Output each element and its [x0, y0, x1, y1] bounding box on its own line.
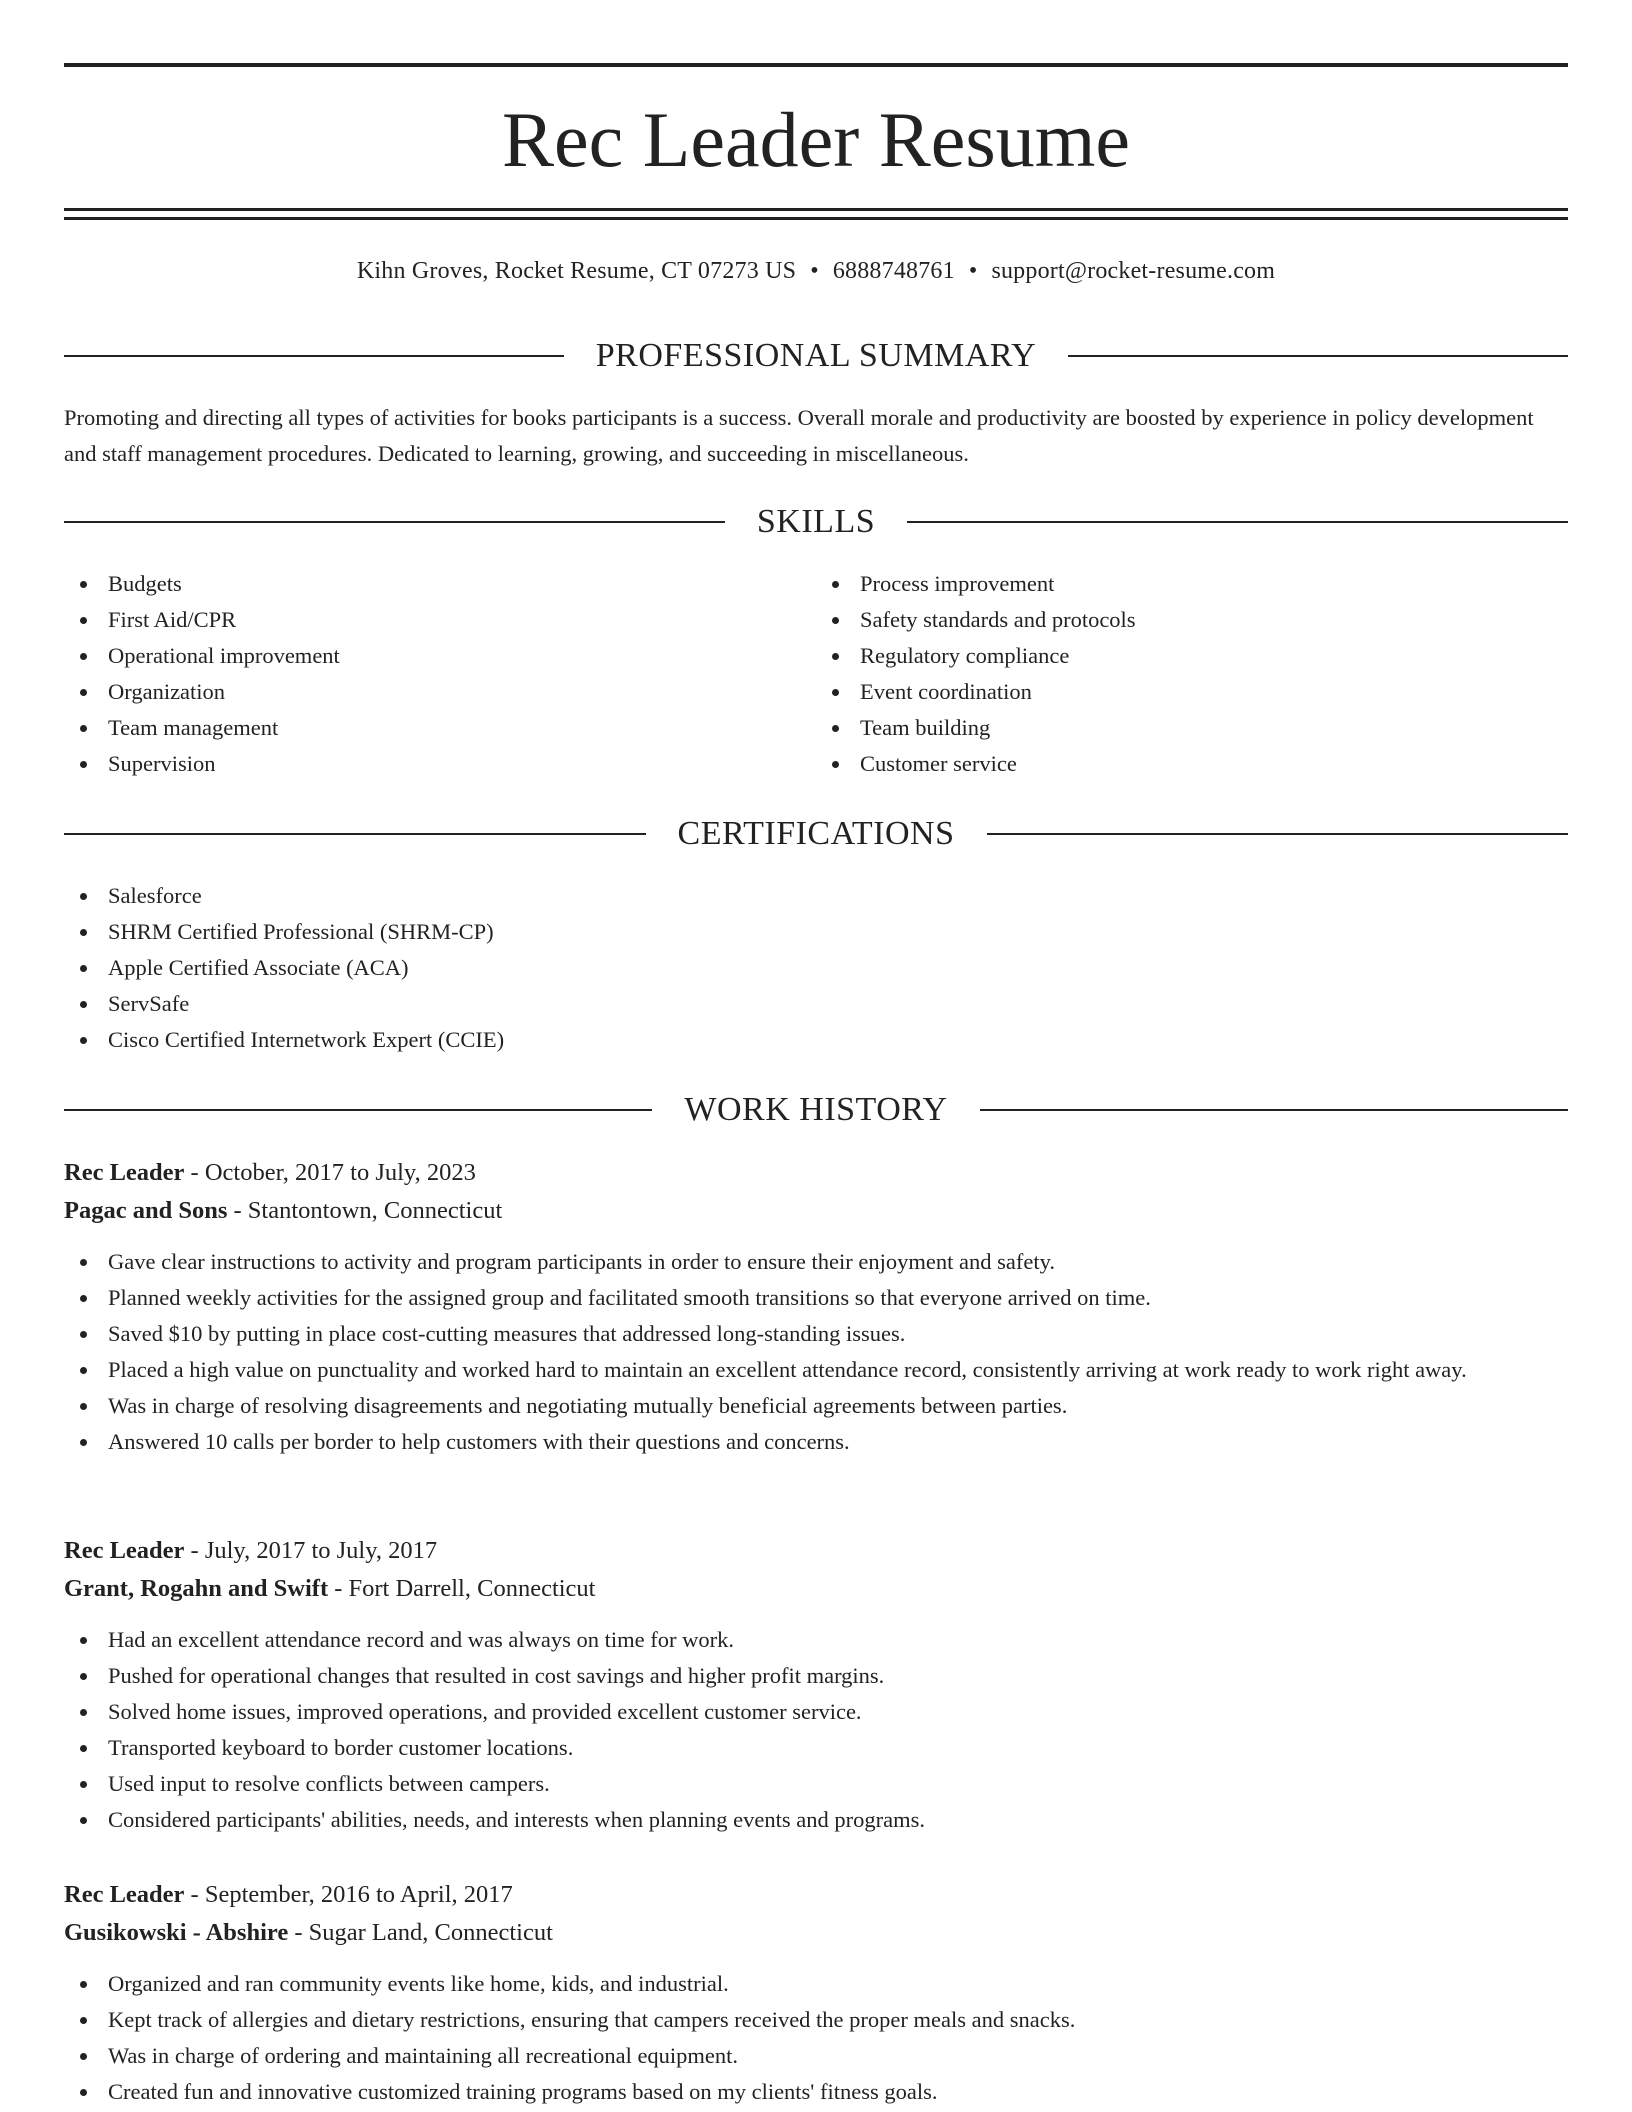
job-location: - Sugar Land, Connecticut	[288, 1919, 553, 1946]
skill-item: Event coordination	[816, 674, 1568, 710]
skill-item: Team building	[816, 710, 1568, 746]
resume-title: Rec Leader Resume	[501, 96, 1131, 183]
job-entry	[64, 1154, 1568, 1460]
section-title-skills: SKILLS	[756, 503, 876, 540]
title-double-rule	[64, 208, 1568, 220]
section-rule	[64, 833, 646, 835]
contact-phone: 6888748761	[832, 258, 955, 284]
job-location: - Stantontown, Connecticut	[227, 1197, 503, 1224]
section-rule	[64, 521, 725, 523]
contact-email: support@rocket-resume.com	[991, 258, 1276, 284]
job-company-line	[64, 1192, 1568, 1230]
job-duty: Pushed for operational changes that resulted in cost savings and higher profit margins.	[64, 1658, 1568, 1694]
contact-separator: •	[968, 258, 978, 284]
certification-item: Apple Certified Associate (ACA)	[64, 950, 1568, 986]
job-duty: Gave clear instructions to activity and program participants in order to ensure their enjoyment and safety.	[64, 1244, 1568, 1280]
section-rule	[64, 355, 564, 357]
job-duty: Created fun and innovative customized training programs based on my clients' fitness goals.	[64, 2074, 1568, 2110]
job-duty: Transported keyboard to border customer locations.	[64, 1730, 1568, 1766]
job-dates: - September, 2016 to April, 2017	[184, 1881, 513, 1908]
job-duties-list	[64, 1966, 1568, 2110]
certification-item: SHRM Certified Professional (SHRM-CP)	[64, 914, 1568, 950]
job-title-line	[64, 1876, 1568, 1914]
section-title-summary: PROFESSIONAL SUMMARY	[595, 337, 1037, 374]
skills-list-left	[64, 566, 816, 782]
skill-item: Regulatory compliance	[816, 638, 1568, 674]
job-entry	[64, 1876, 1568, 2110]
section-header-skills	[64, 500, 1568, 544]
skill-item: Team management	[64, 710, 816, 746]
certification-item: Salesforce	[64, 878, 1568, 914]
skills-columns	[64, 566, 1568, 782]
job-duty: Had an excellent attendance record and was always on time for work.	[64, 1622, 1568, 1658]
contact-address: Kihn Groves, Rocket Resume, CT 07273 US	[356, 258, 797, 284]
skill-item: Safety standards and protocols	[816, 602, 1568, 638]
section-header-work-history	[64, 1088, 1568, 1132]
job-dates: - October, 2017 to July, 2023	[184, 1159, 476, 1186]
section-rule	[987, 833, 1569, 835]
job-title: Rec Leader	[64, 1159, 185, 1186]
job-duty: Placed a high value on punctuality and worked hard to maintain an excellent attendance record, consistently arriving at work ready to work right away.	[64, 1352, 1568, 1388]
job-duty: Planned weekly activities for the assigned group and facilitated smooth transitions so that everyone arrived on time.	[64, 1280, 1568, 1316]
section-rule	[64, 1109, 652, 1111]
section-header-certifications	[64, 812, 1568, 856]
job-entry	[64, 1532, 1568, 1838]
job-duty: Kept track of allergies and dietary restrictions, ensuring that campers received the proper meals and snacks.	[64, 2002, 1568, 2038]
skill-item: Customer service	[816, 746, 1568, 782]
certification-item: Cisco Certified Internetwork Expert (CCIE)	[64, 1022, 1568, 1058]
job-duty: Saved $10 by putting in place cost-cutting measures that addressed long-standing issues.	[64, 1316, 1568, 1352]
job-duty: Answered 10 calls per border to help customers with their questions and concerns.	[64, 1424, 1568, 1460]
job-duty: Solved home issues, improved operations, and provided excellent customer service.	[64, 1694, 1568, 1730]
skill-item: Process improvement	[816, 566, 1568, 602]
job-company: Gusikowski - Abshire	[64, 1919, 289, 1946]
section-title-work-history: WORK HISTORY	[684, 1091, 948, 1128]
job-duty: Organized and ran community events like home, kids, and industrial.	[64, 1966, 1568, 2002]
contact-line	[64, 254, 1568, 288]
section-header-summary	[64, 334, 1568, 378]
certification-item: ServSafe	[64, 986, 1568, 1022]
section-title-certifications: CERTIFICATIONS	[677, 815, 955, 852]
job-dates: - July, 2017 to July, 2017	[184, 1537, 438, 1564]
skill-item: Supervision	[64, 746, 816, 782]
section-rule	[1068, 355, 1568, 357]
job-title-line	[64, 1154, 1568, 1192]
job-duties-list	[64, 1622, 1568, 1838]
skill-item: Operational improvement	[64, 638, 816, 674]
job-location: - Fort Darrell, Connecticut	[328, 1575, 596, 1602]
section-rule	[980, 1109, 1568, 1111]
top-rule	[64, 63, 1568, 67]
job-company-line	[64, 1914, 1568, 1952]
skills-list-right	[816, 566, 1568, 782]
job-duty: Used input to resolve conflicts between campers.	[64, 1766, 1568, 1802]
job-duty: Was in charge of ordering and maintaining all recreational equipment.	[64, 2038, 1568, 2074]
job-title-line	[64, 1532, 1568, 1570]
job-title: Rec Leader	[64, 1537, 185, 1564]
job-duties-list	[64, 1244, 1568, 1460]
skill-item: Budgets	[64, 566, 816, 602]
skill-item: First Aid/CPR	[64, 602, 816, 638]
job-duty: Was in charge of resolving disagreements and negotiating mutually beneficial agreements between parties.	[64, 1388, 1568, 1424]
job-company: Pagac and Sons	[64, 1197, 228, 1224]
job-company-line	[64, 1570, 1568, 1608]
job-company: Grant, Rogahn and Swift	[64, 1575, 329, 1602]
skill-item: Organization	[64, 674, 816, 710]
section-rule	[907, 521, 1568, 523]
certifications-list	[64, 878, 1568, 1058]
job-title: Rec Leader	[64, 1881, 185, 1908]
job-duty: Considered participants' abilities, needs, and interests when planning events and programs.	[64, 1802, 1568, 1838]
summary-text: Promoting and directing all types of activities for books participants is a success. Overall morale and productivity are boosted by experience in policy development and staff management procedures. Dedicated to learning, growing, and succeeding in miscellaneous.	[64, 405, 1534, 466]
contact-separator: •	[810, 258, 819, 284]
